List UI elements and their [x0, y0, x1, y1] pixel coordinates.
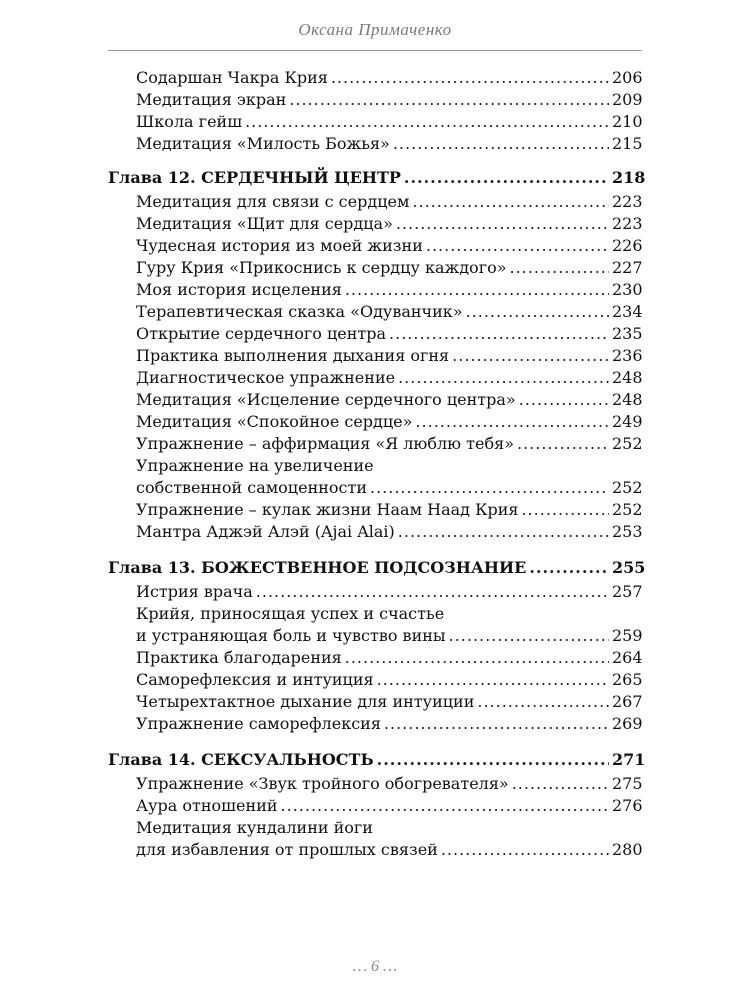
- toc-entry-title: Медитация «Исцеление сердечного центра»: [136, 390, 516, 409]
- toc-page-number: 265: [612, 670, 643, 689]
- leader-dots: [512, 773, 609, 795]
- leader-dots: [449, 625, 609, 647]
- toc-entry-title-line2: собственной самоценности: [136, 478, 367, 497]
- leader-dots: [398, 367, 609, 389]
- leader-dots: [452, 345, 609, 367]
- toc-page-number: 267: [612, 692, 643, 711]
- toc-entry: [108, 647, 642, 669]
- toc-entry-title: Упражнение саморефлексия: [136, 714, 381, 733]
- table-of-contents: [108, 67, 646, 861]
- toc-page-number: 269: [612, 714, 643, 733]
- leader-dots: [377, 669, 609, 691]
- leader-dots: [404, 167, 609, 189]
- leader-dots: [370, 477, 609, 499]
- toc-entry-title: Упражнение – аффирмация «Я люблю тебя»: [136, 434, 514, 453]
- chapter-title: Глава 13. БОЖЕСТВЕННОЕ ПОДСОЗНАНИЕ: [108, 558, 527, 577]
- toc-entry-row: [136, 477, 642, 499]
- leader-dots: [529, 557, 609, 579]
- toc-page-number: 236: [612, 346, 643, 365]
- leader-dots: [519, 389, 609, 411]
- toc-entry-title-line2: и устраняющая боль и чувство вины: [136, 626, 446, 645]
- toc-entry: [108, 67, 642, 89]
- toc-page-number: 209: [612, 90, 643, 109]
- toc-page-number: 259: [612, 626, 643, 645]
- toc-entry: [108, 213, 642, 235]
- toc-entry: [108, 235, 642, 257]
- toc-page-number: 252: [612, 500, 643, 519]
- toc-entry-title: Мантра Аджэй Алэй (Ajai Alai): [136, 522, 395, 541]
- toc-page-number: 206: [612, 68, 643, 87]
- toc-entry: [108, 257, 642, 279]
- toc-entry-title: Медитация «Спокойное сердце»: [136, 412, 413, 431]
- leader-dots: [396, 213, 609, 235]
- toc-entry: [108, 499, 642, 521]
- toc-entry: [108, 89, 642, 111]
- running-header: Оксана Примаченко: [298, 20, 452, 39]
- toc-entry: [108, 713, 642, 735]
- toc-entry-title: Моя история исцеления: [136, 280, 342, 299]
- toc-entry-title: Медитация «Щит для сердца»: [136, 214, 393, 233]
- toc-entry-title: Четырехтактное дыхание для интуиции: [136, 692, 475, 711]
- toc-entry-title: Чудесная история из моей жизни: [136, 236, 423, 255]
- toc-entry-title: Медитация «Милость Божья»: [136, 134, 390, 153]
- toc-page-number: 230: [612, 280, 643, 299]
- toc-entry-title: Практика выполнения дыхания огня: [136, 346, 450, 365]
- toc-entry: [108, 411, 642, 433]
- toc-entry: [108, 817, 642, 861]
- chapter-title: Глава 12. СЕРДЕЧНЫЙ ЦЕНТР: [108, 168, 401, 187]
- toc-page-number: 218: [612, 168, 646, 187]
- toc-entry: [108, 323, 642, 345]
- toc-page-number: 226: [612, 236, 643, 255]
- toc-entry-title: Школа гейш: [136, 112, 243, 131]
- leader-dots: [510, 257, 610, 279]
- leader-dots: [441, 839, 609, 861]
- toc-page-number: 271: [612, 750, 646, 769]
- toc-entry: [108, 521, 642, 543]
- toc-entry: [108, 389, 642, 411]
- toc-entry-title-line1: Упражнение на увеличение: [136, 456, 374, 475]
- leader-dots: [415, 411, 609, 433]
- toc-entry-title: Терапевтическая сказка «Одуванчик»: [136, 302, 463, 321]
- toc-entry-title: Диагностическое упражнение: [136, 368, 396, 387]
- toc-entry-row: [136, 625, 642, 647]
- toc-entry-title: Истрия врача: [136, 582, 253, 601]
- toc-entry-title: Содаршан Чакра Крия: [136, 68, 328, 87]
- leader-dots: [281, 795, 609, 817]
- toc-page-number: 253: [612, 522, 643, 541]
- toc-entry: [108, 691, 642, 713]
- leader-dots: [245, 111, 609, 133]
- leader-dots: [398, 521, 609, 543]
- leader-dots: [517, 433, 609, 455]
- toc-entry: [108, 279, 642, 301]
- toc-entry-title-line1: Медитация кундалини йоги: [136, 818, 373, 837]
- leader-dots: [389, 323, 609, 345]
- leader-dots: [466, 301, 609, 323]
- toc-entry: [108, 669, 642, 691]
- toc-page-number: 248: [612, 390, 643, 409]
- toc-entry: [108, 111, 642, 133]
- toc-page-number: 264: [612, 648, 643, 667]
- toc-page-number: 227: [612, 258, 643, 277]
- toc-entry: [108, 455, 642, 499]
- toc-entry: [108, 773, 642, 795]
- leader-dots: [412, 191, 609, 213]
- toc-entry-title: Саморефлексия и интуиция: [136, 670, 374, 689]
- toc-page-number: 215: [612, 134, 643, 153]
- toc-page-number: 276: [612, 796, 643, 815]
- toc-entry: [108, 301, 642, 323]
- leader-dots: [384, 713, 609, 735]
- toc-entry: [108, 367, 642, 389]
- toc-page-number: 257: [612, 582, 643, 601]
- toc-entry-title: Практика благодарения: [136, 648, 342, 667]
- toc-entry-title: Медитация экран: [136, 90, 287, 109]
- toc-entry-title: Упражнение – кулак жизни Наам Наад Крия: [136, 500, 519, 519]
- toc-entry: [108, 191, 642, 213]
- toc-entry-title: Гуру Крия «Прикоснись к сердцу каждого»: [136, 258, 507, 277]
- toc-entry: [108, 603, 642, 647]
- header-divider: [108, 50, 642, 51]
- leader-dots: [426, 235, 609, 257]
- toc-page-number: 235: [612, 324, 643, 343]
- toc-entry-title-line1: Крийя, приносящая успех и счастье: [136, 604, 445, 623]
- toc-page-number: 223: [612, 192, 643, 211]
- toc-entry-title: Аура отношений: [136, 796, 278, 815]
- leader-dots: [521, 499, 609, 521]
- toc-entry-title-line2: для избавления от прошлых связей: [136, 840, 438, 859]
- toc-entry: [108, 795, 642, 817]
- toc-page-number: 275: [612, 774, 643, 793]
- toc-chapter-heading: [108, 557, 646, 579]
- toc-page-number: 234: [612, 302, 643, 321]
- toc-chapter-heading: [108, 749, 646, 771]
- toc-entry-title: Медитация для связи с сердцем: [136, 192, 410, 211]
- leader-dots: [377, 749, 609, 771]
- toc-entry-row: [136, 839, 642, 861]
- toc-entry: [108, 133, 642, 155]
- leader-dots: [345, 279, 609, 301]
- toc-page-number: 223: [612, 214, 643, 233]
- page-number: … 6 …: [352, 958, 398, 975]
- toc-entry: [108, 433, 642, 455]
- toc-page-number: 280: [612, 840, 643, 859]
- toc-entry-title: Упражнение «Звук тройного обогревателя»: [136, 774, 509, 793]
- toc-page-number: 252: [612, 478, 643, 497]
- leader-dots: [477, 691, 609, 713]
- leader-dots: [345, 647, 609, 669]
- leader-dots: [331, 67, 609, 89]
- toc-page-number: 210: [612, 112, 643, 131]
- toc-chapter-heading: [108, 167, 646, 189]
- toc-entry: [108, 581, 642, 603]
- toc-page-number: 249: [612, 412, 643, 431]
- leader-dots: [393, 133, 609, 155]
- toc-page-number: 252: [612, 434, 643, 453]
- toc-entry: [108, 345, 642, 367]
- toc-page-number: 255: [612, 558, 646, 577]
- leader-dots: [289, 89, 609, 111]
- toc-entry-title: Открытие сердечного центра: [136, 324, 387, 343]
- toc-page-number: 248: [612, 368, 643, 387]
- chapter-title: Глава 14. СЕКСУАЛЬНОСТЬ: [108, 750, 374, 769]
- leader-dots: [256, 581, 609, 603]
